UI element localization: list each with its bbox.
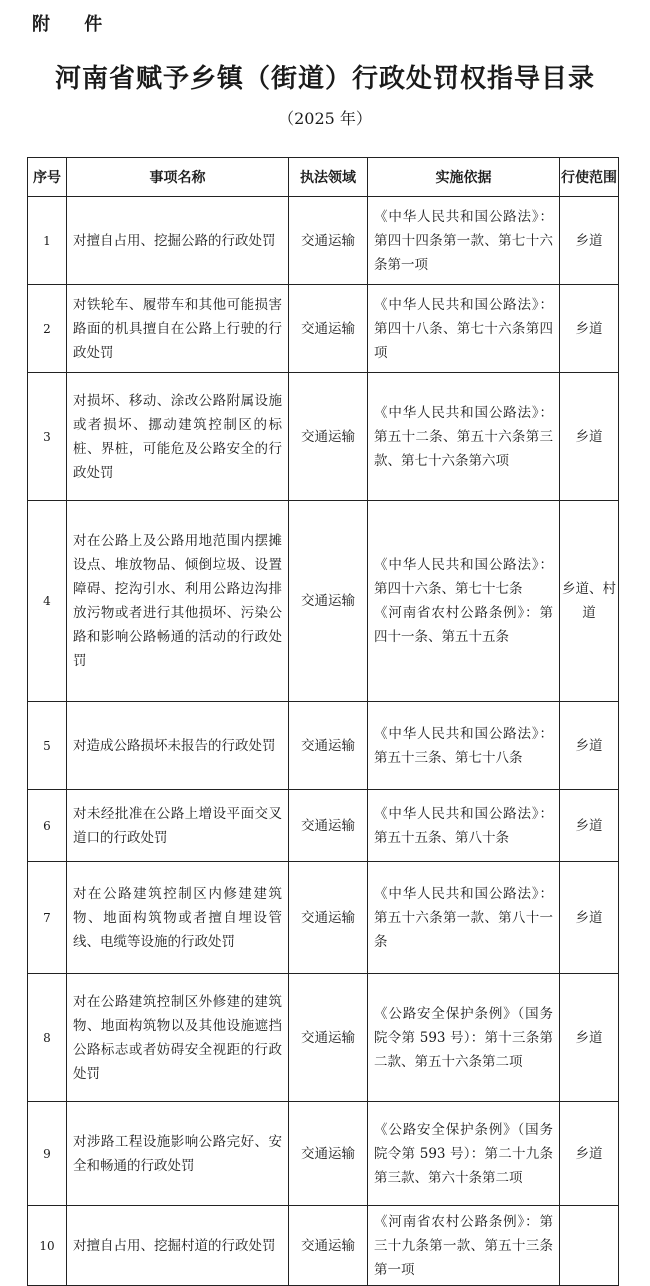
row-scope xyxy=(560,1206,619,1286)
basis-line: 《公路安全保护条例》（国务院令第 593 号）：第十三条第二款、第五十六条第二项 xyxy=(374,1005,553,1070)
row-field: 交通运输 xyxy=(289,1102,368,1206)
table-header-row xyxy=(28,158,619,197)
row-scope: 乡道、村道 xyxy=(560,501,619,702)
row-scope: 乡道 xyxy=(560,790,619,862)
row-seq: 2 xyxy=(28,285,67,373)
row-scope: 乡道 xyxy=(560,285,619,373)
basis-line: 《中华人民共和国公路法》：第四十四条第一款、第七十六条第一项 xyxy=(374,208,553,273)
row-field: 交通运输 xyxy=(289,501,368,702)
document-year: （2025 年） xyxy=(278,109,372,128)
row-item-name: 对未经批准在公路上增设平面交叉道口的行政处罚 xyxy=(67,790,289,862)
row-scope: 乡道 xyxy=(560,862,619,974)
row-item-name: 对铁轮车、履带车和其他可能损害路面的机具擅自在公路上行驶的行政处罚 xyxy=(67,285,289,373)
row-basis xyxy=(368,862,560,974)
row-scope: 乡道 xyxy=(560,373,619,501)
table-row xyxy=(28,974,619,1102)
table-row xyxy=(28,702,619,790)
column-header-item: 事项名称 xyxy=(67,158,289,197)
column-header-basis: 实施依据 xyxy=(368,158,560,197)
row-field: 交通运输 xyxy=(289,862,368,974)
row-seq: 9 xyxy=(28,1102,67,1206)
row-item-name: 对在公路建筑控制区外修建的建筑物、地面构筑物以及其他设施遮挡公路标志或者妨碍安全视距的行政处罚 xyxy=(67,974,289,1102)
row-seq: 6 xyxy=(28,790,67,862)
row-seq: 4 xyxy=(28,501,67,702)
row-field: 交通运输 xyxy=(289,1206,368,1286)
basis-line: 《中华人民共和国公路法》：第五十五条、第八十条 xyxy=(374,805,553,846)
row-basis xyxy=(368,974,560,1102)
row-scope: 乡道 xyxy=(560,197,619,285)
basis-line: 《中华人民共和国公路法》：第五十二条、第五十六条第三款、第七十六条第六项 xyxy=(374,404,553,469)
row-seq: 1 xyxy=(28,197,67,285)
row-field: 交通运输 xyxy=(289,702,368,790)
row-field: 交通运输 xyxy=(289,974,368,1102)
table-row xyxy=(28,862,619,974)
row-field: 交通运输 xyxy=(289,285,368,373)
row-item-name: 对损坏、移动、涂改公路附属设施或者损坏、挪动建筑控制区的标桩、界桩，可能危及公路安全的行政处罚 xyxy=(67,373,289,501)
row-scope: 乡道 xyxy=(560,702,619,790)
column-header-scope: 行使范围 xyxy=(560,158,619,197)
row-item-name: 对在公路建筑控制区内修建建筑物、地面构筑物或者擅自埋设管线、电缆等设施的行政处罚 xyxy=(67,862,289,974)
row-seq: 8 xyxy=(28,974,67,1102)
row-seq: 5 xyxy=(28,702,67,790)
row-seq: 3 xyxy=(28,373,67,501)
column-header-seq: 序号 xyxy=(28,158,67,197)
row-scope: 乡道 xyxy=(560,1102,619,1206)
basis-line: 《河南省农村公路条例》：第四十一条、第五十五条 xyxy=(374,605,553,645)
row-field: 交通运输 xyxy=(289,790,368,862)
basis-line: 《河南省农村公路条例》：第三十九条第一款、第五十三条第一项 xyxy=(374,1213,553,1278)
row-basis xyxy=(368,373,560,501)
basis-line: 《公路安全保护条例》（国务院令第 593 号）：第二十九条第三款、第六十条第二项 xyxy=(374,1121,553,1186)
table-row xyxy=(28,501,619,702)
table-row xyxy=(28,790,619,862)
basis-line: 《中华人民共和国公路法》：第五十六条第一款、第八十一条 xyxy=(374,885,553,950)
row-basis xyxy=(368,197,560,285)
table-row xyxy=(28,373,619,501)
penalty-catalog-table xyxy=(27,157,619,1286)
basis-line: 《中华人民共和国公路法》：第四十八条、第七十六条第四项 xyxy=(374,296,553,361)
row-scope: 乡道 xyxy=(560,974,619,1102)
row-basis xyxy=(368,285,560,373)
row-basis xyxy=(368,790,560,862)
row-item-name: 对造成公路损坏未报告的行政处罚 xyxy=(67,702,289,790)
basis-line: 《中华人民共和国公路法》：第四十六条、第七十七条 xyxy=(374,557,553,597)
row-basis xyxy=(368,501,560,702)
attachment-label: 附 件 xyxy=(32,14,117,35)
row-field: 交通运输 xyxy=(289,373,368,501)
basis-line: 《中华人民共和国公路法》：第五十三条、第七十八条 xyxy=(374,725,553,766)
table-row xyxy=(28,1102,619,1206)
table-row xyxy=(28,1206,619,1286)
column-header-field: 执法领域 xyxy=(289,158,368,197)
row-field: 交通运输 xyxy=(289,197,368,285)
row-seq: 10 xyxy=(28,1206,67,1286)
row-seq: 7 xyxy=(28,862,67,974)
table-row xyxy=(28,197,619,285)
document-title: 河南省赋予乡镇（街道）行政处罚权指导目录 xyxy=(54,64,595,94)
table-row xyxy=(28,285,619,373)
row-item-name: 对涉路工程设施影响公路完好、安全和畅通的行政处罚 xyxy=(67,1102,289,1206)
row-item-name: 对擅自占用、挖掘村道的行政处罚 xyxy=(67,1206,289,1286)
row-basis xyxy=(368,1102,560,1206)
row-item-name: 对擅自占用、挖掘公路的行政处罚 xyxy=(67,197,289,285)
row-basis xyxy=(368,702,560,790)
row-item-name: 对在公路上及公路用地范围内摆摊设点、堆放物品、倾倒垃圾、设置障碍、挖沟引水、利用公路边沟排放污物或者进行其他损坏、污染公路和影响公路畅通的活动的行政处罚 xyxy=(67,501,289,702)
row-basis xyxy=(368,1206,560,1286)
